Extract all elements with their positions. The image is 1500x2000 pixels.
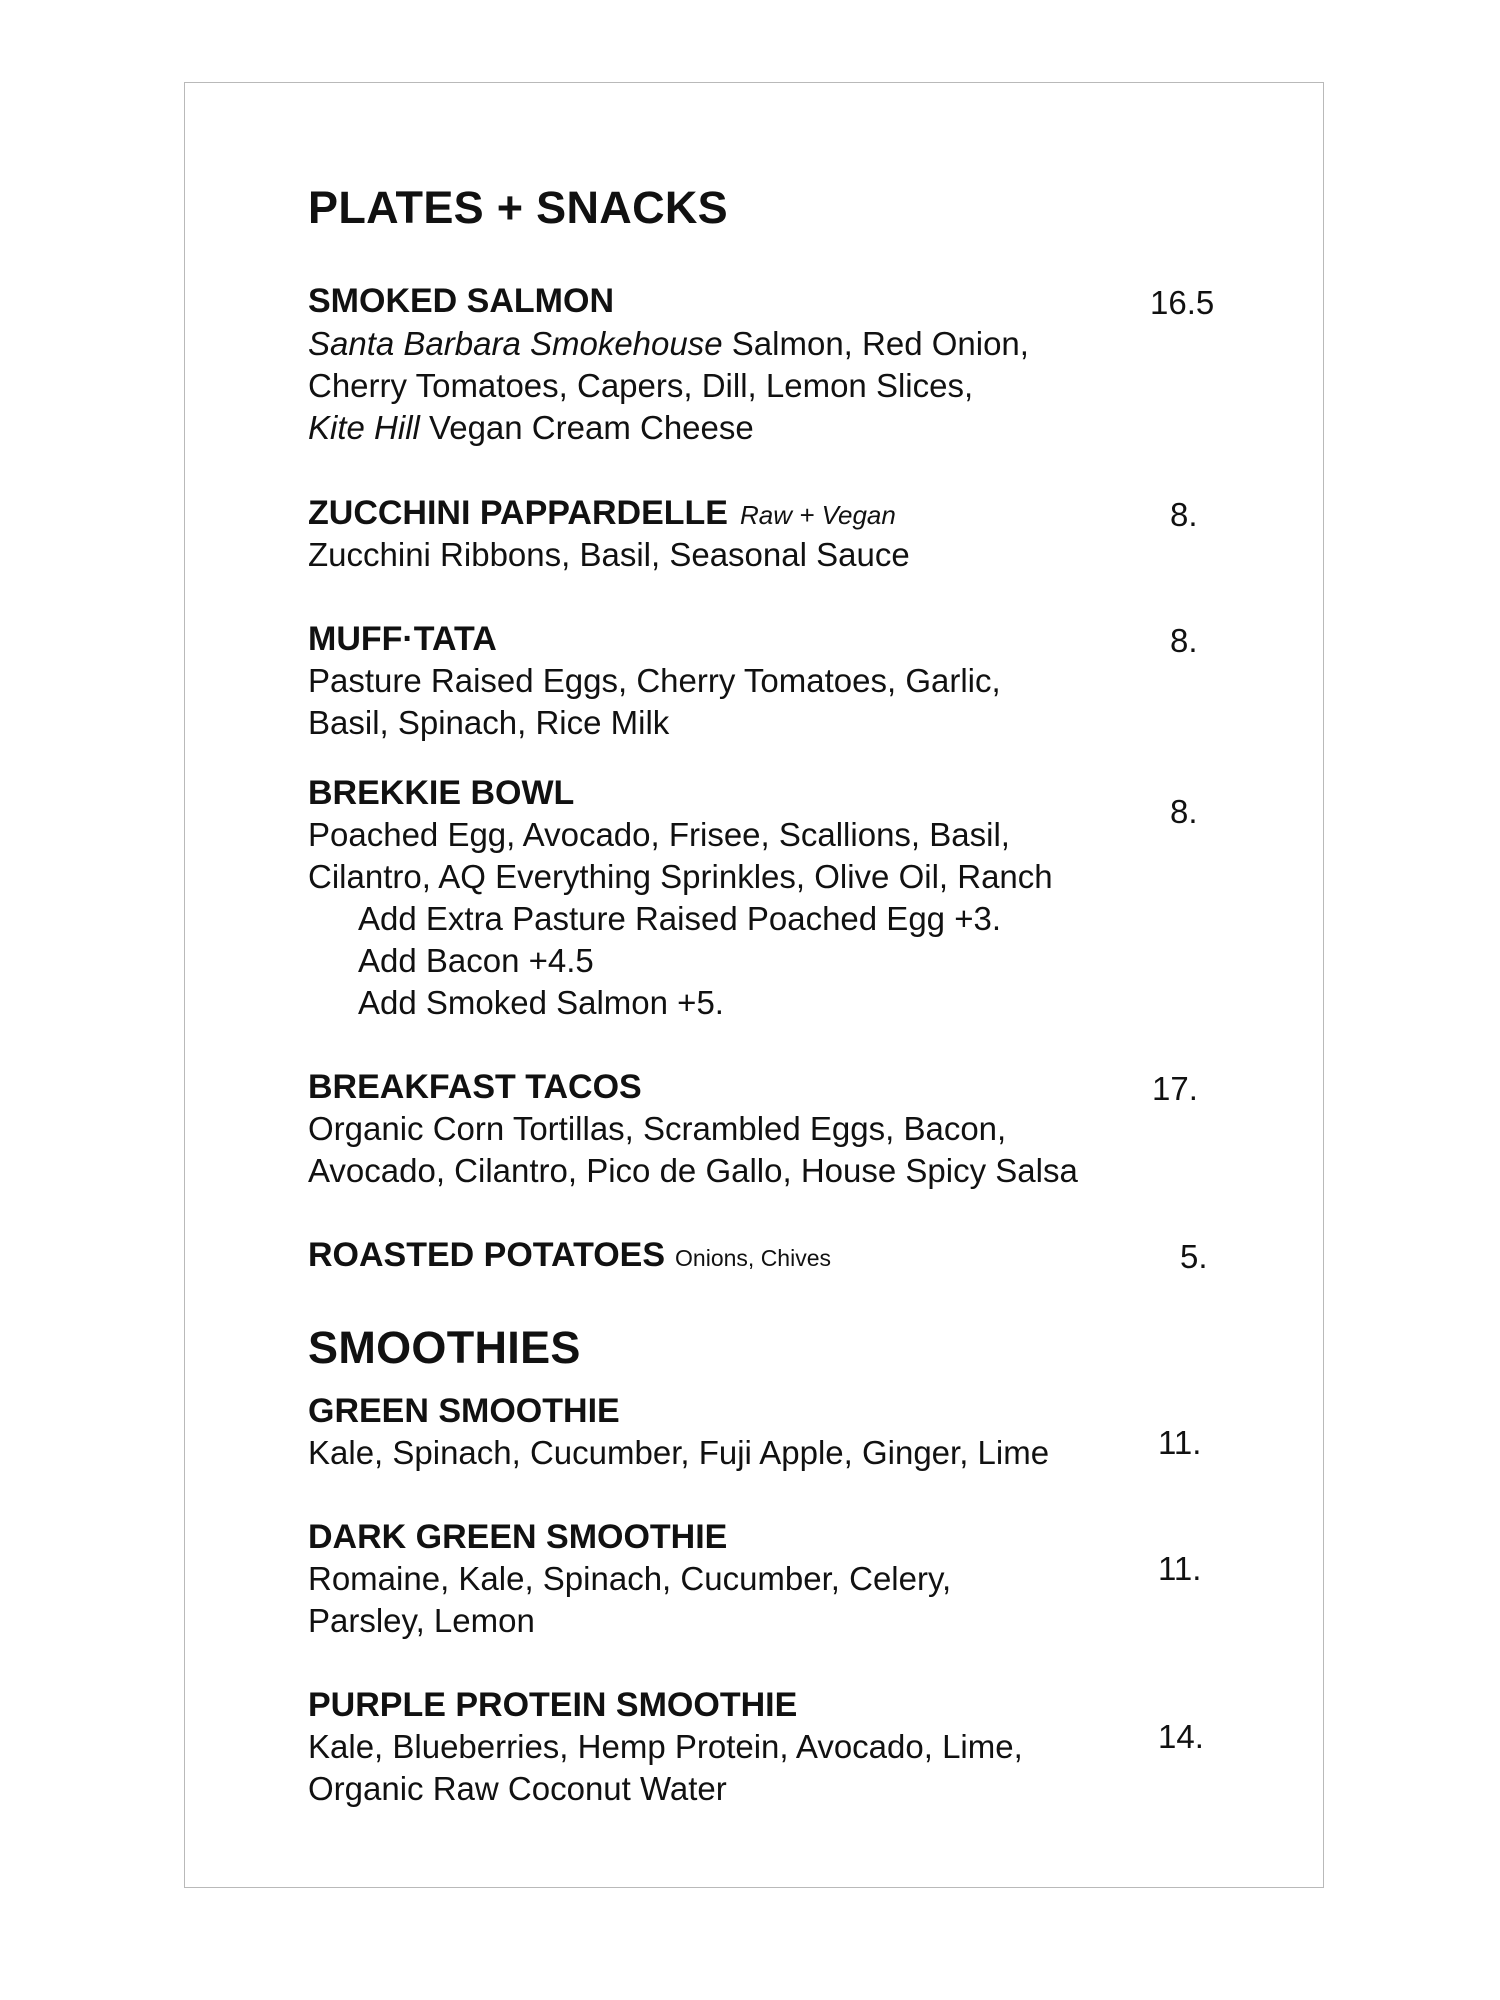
item-name-zucchini-pappardelle [308, 494, 896, 533]
desc-line: Avocado, Cilantro, Pico de Gallo, House Spicy Salsa [308, 1152, 1078, 1189]
desc-line: Organic Corn Tortillas, Scrambled Eggs, Bacon, [308, 1110, 1007, 1147]
item-price-smoked-salmon: 16.5 [1150, 284, 1215, 321]
item-desc-dark-green-smoothie [308, 1558, 951, 1642]
item-name-muff-tata: MUFF·TATA [308, 620, 497, 658]
addon-extra-egg: Add Extra Pasture Raised Poached Egg +3. [358, 900, 1001, 937]
desc-line: Romaine, Kale, Spinach, Cucumber, Celery, [308, 1560, 952, 1597]
item-name-dark-green-smoothie: DARK GREEN SMOOTHIE [308, 1518, 728, 1556]
item-name-breakfast-tacos: BREAKFAST TACOS [308, 1068, 642, 1106]
desc-line: Kale, Spinach, Cucumber, Fuji Apple, Ginger, Lime [308, 1434, 1050, 1471]
desc-line: Zucchini Ribbons, Basil, Seasonal Sauce [308, 536, 910, 573]
item-desc-breakfast-tacos [308, 1108, 1078, 1192]
desc-line: Organic Raw Coconut Water [308, 1770, 727, 1807]
desc-line: Vegan Cream Cheese [419, 409, 754, 446]
section-title-plates: PLATES + SNACKS [308, 182, 728, 233]
item-desc-zucchini-pappardelle [308, 534, 910, 576]
item-name-roasted-potatoes [308, 1236, 831, 1275]
desc-line: Cherry Tomatoes, Capers, Dill, Lemon Slices, [308, 367, 974, 404]
item-name-purple-protein-smoothie: PURPLE PROTEIN SMOOTHIE [308, 1686, 798, 1724]
item-name-brekkie-bowl: BREKKIE BOWL [308, 774, 575, 812]
item-desc-smoked-salmon [308, 323, 1029, 449]
item-price-zucchini-pappardelle: 8. [1170, 496, 1198, 533]
section-title-smoothies: SMOOTHIES [308, 1322, 581, 1373]
item-note-onions-chives: Onions, Chives [675, 1245, 832, 1271]
item-desc-purple-protein-smoothie [308, 1726, 1023, 1810]
item-name-smoked-salmon: SMOKED SALMON [308, 282, 614, 320]
addon-list-brekkie-bowl [358, 898, 1001, 1024]
item-price-dark-green-smoothie: 11. [1158, 1550, 1202, 1587]
item-name-text: ROASTED POTATOES [308, 1236, 666, 1274]
desc-line: Parsley, Lemon [308, 1602, 535, 1639]
brand-kite-hill: Kite Hill [308, 409, 420, 446]
desc-line: Salmon, Red Onion, [722, 325, 1029, 362]
item-price-breakfast-tacos: 17. [1152, 1070, 1198, 1107]
brand-santa-barbara: Santa Barbara Smokehouse [308, 325, 723, 362]
desc-line: Kale, Blueberries, Hemp Protein, Avocado, Lime, [308, 1728, 1023, 1765]
item-price-green-smoothie: 11. [1158, 1424, 1202, 1461]
item-desc-green-smoothie [308, 1432, 1049, 1474]
item-price-roasted-potatoes: 5. [1180, 1238, 1208, 1275]
desc-line: Poached Egg, Avocado, Frisee, Scallions, Basil, [308, 816, 1010, 853]
item-desc-muff-tata [308, 660, 1001, 744]
addon-smoked-salmon: Add Smoked Salmon +5. [358, 984, 724, 1021]
item-price-purple-protein-smoothie: 14. [1158, 1718, 1204, 1755]
item-note-raw-vegan: Raw + Vegan [739, 500, 896, 530]
item-name-green-smoothie: GREEN SMOOTHIE [308, 1392, 620, 1430]
item-price-muff-tata: 8. [1170, 622, 1198, 659]
item-name-text: ZUCCHINI PAPPARDELLE [308, 494, 728, 532]
item-desc-brekkie-bowl [308, 814, 1053, 898]
desc-line: Cilantro, AQ Everything Sprinkles, Olive Oil, Ranch [308, 858, 1053, 895]
desc-line: Pasture Raised Eggs, Cherry Tomatoes, Garlic, [308, 662, 1001, 699]
desc-line: Basil, Spinach, Rice Milk [308, 704, 670, 741]
addon-bacon: Add Bacon +4.5 [358, 942, 594, 979]
item-price-brekkie-bowl: 8. [1170, 793, 1198, 830]
